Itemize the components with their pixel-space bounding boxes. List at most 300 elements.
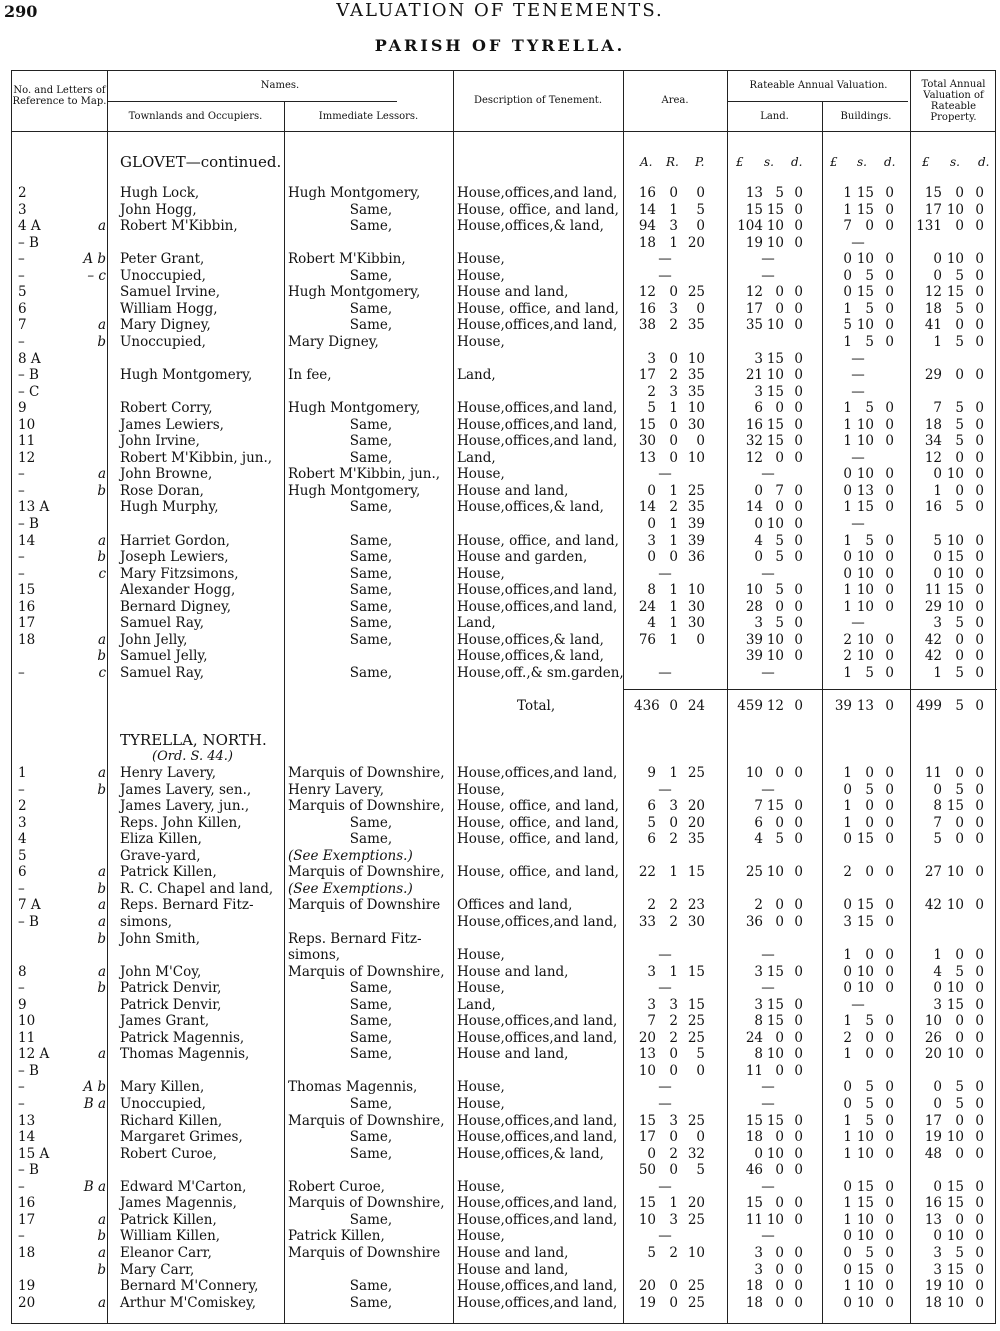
cell-no: 17	[18, 1211, 36, 1228]
cell-sub: b	[97, 549, 106, 566]
cell-bld-0: 1	[843, 947, 852, 964]
cell-occ: Samuel Ray,	[120, 615, 205, 632]
cell-tot-0: 42	[924, 648, 942, 665]
table-row	[12, 815, 997, 831]
cell-sub: b	[97, 880, 106, 897]
cell-area-2: 25	[687, 765, 705, 781]
cell-bld-1: 5	[865, 1079, 874, 1096]
cell-bld-2: 0	[885, 416, 894, 433]
table-row	[12, 997, 997, 1013]
cell-area-0: 0	[647, 549, 656, 566]
cell-no: 3	[18, 814, 27, 831]
cell-desc: House,	[457, 781, 505, 798]
total-bld-shillings: 13	[856, 698, 874, 714]
cell-bld-2: 0	[885, 400, 894, 417]
cell-land-1: 10	[766, 1211, 784, 1228]
cell-land-1: 5	[775, 582, 784, 599]
cell-area-2: 10	[687, 582, 705, 599]
cell-sub: b	[97, 333, 106, 350]
cell-tot-0: 42	[924, 897, 942, 914]
cell-tot-1: 5	[955, 781, 964, 798]
header-occupiers: Townlands and Occupiers.	[128, 111, 263, 122]
cell-bld-0: 0	[843, 897, 852, 914]
cell-desc: House,off.,& sm.garden,	[457, 664, 624, 681]
page-title: VALUATION OF TENEMENTS.	[336, 0, 664, 21]
cell-les: Same,	[349, 582, 393, 599]
cell-land-1: 10	[766, 367, 784, 384]
cell-bld-1: 0	[865, 798, 874, 815]
unit-shillings: s.	[764, 155, 774, 169]
cell-land-0: —	[761, 466, 775, 483]
cell-land-2: 0	[794, 1129, 803, 1146]
cell-land-0: 19	[745, 234, 763, 251]
header-names: Names.	[260, 80, 300, 91]
cell-tot-1: 0	[955, 947, 964, 964]
cell-tot-0: 17	[924, 201, 942, 218]
cell-tot-1: 15	[946, 1178, 964, 1195]
table-row	[12, 400, 997, 416]
cell-tot-1: 5	[955, 1079, 964, 1096]
cell-tot-2: 0	[975, 947, 984, 964]
cell-tot-1: 0	[955, 1029, 964, 1046]
table-row	[12, 648, 997, 664]
cell-land-0: 18	[745, 1129, 763, 1146]
cell-bld-1: 5	[865, 664, 874, 681]
cell-occ: Grave-yard,	[120, 847, 201, 864]
cell-desc: House,	[457, 1096, 505, 1112]
cell-desc: House,	[457, 1079, 505, 1096]
cell-no: – B	[18, 913, 39, 930]
cell-desc: House,offices,& land,	[457, 648, 604, 665]
cell-area-2: 0	[696, 433, 705, 450]
cell-tot-1: 0	[955, 482, 964, 499]
table-row	[12, 1146, 997, 1162]
cell-tot-1: 10	[946, 201, 964, 218]
cell-area-1: 1	[669, 516, 678, 532]
cell-bld-0: 1	[843, 416, 852, 433]
cell-tot-2: 0	[975, 367, 984, 384]
table-row	[12, 1079, 997, 1095]
table-row	[12, 483, 997, 499]
cell-bld-0: 1	[843, 582, 852, 599]
cell-area-0: 0	[647, 1145, 656, 1162]
cell-les: Marquis of Downshire,	[288, 1195, 445, 1212]
cell-tot-0: 27	[924, 864, 942, 881]
cell-land-1: 10	[766, 218, 784, 235]
cell-tot-1: 5	[955, 400, 964, 417]
cell-land-0: 39	[745, 648, 763, 665]
unit-perches: P.	[695, 155, 705, 169]
cell-land-0: 25	[745, 864, 763, 881]
cell-area-0: 9	[647, 765, 656, 781]
unit-shillings: s.	[950, 155, 960, 169]
cell-tot-0: 41	[924, 317, 942, 334]
cell-area-0: 5	[647, 814, 656, 831]
cell-area-1: 1	[669, 615, 678, 632]
cell-bld-1: 10	[856, 1294, 874, 1311]
cell-desc: House,	[457, 251, 505, 268]
cell-area-1: 1	[669, 201, 678, 218]
cell-land-0: 21	[745, 367, 763, 384]
cell-desc: Land,	[457, 996, 496, 1013]
cell-no: 15	[18, 582, 36, 599]
unit-pounds: £	[830, 155, 838, 169]
cell-occ: Samuel Jelly,	[120, 648, 208, 665]
cell-area-0: —	[658, 565, 672, 582]
cell-land-1: 0	[775, 499, 784, 516]
cell-tot-0: 10	[924, 1013, 942, 1030]
cell-land-1: 0	[775, 284, 784, 301]
cell-area-1: 2	[669, 1029, 678, 1046]
cell-land-2: 0	[794, 598, 803, 615]
cell-tot-0: 7	[933, 400, 942, 417]
cell-area-1: 1	[669, 598, 678, 615]
cell-occ: James Lavery, sen.,	[120, 781, 252, 798]
cell-bld-0: 0	[843, 1228, 852, 1245]
cell-area-0: 20	[638, 1029, 656, 1046]
cell-area-0: —	[658, 980, 672, 997]
cell-bld-2: 0	[885, 565, 894, 582]
cell-area-2: 25	[687, 1211, 705, 1228]
table-row	[12, 417, 997, 433]
cell-area-0: 13	[638, 1046, 656, 1063]
cell-tot-0: 3	[933, 996, 942, 1013]
cell-area-1: 1	[669, 864, 678, 881]
cell-area-1: 0	[669, 1062, 678, 1079]
cell-sub: b	[97, 930, 106, 947]
cell-land-0: 3	[754, 963, 763, 980]
cell-area-2: 25	[687, 1294, 705, 1311]
cell-bld-0: 1	[843, 1129, 852, 1146]
cell-area-0: 18	[638, 234, 656, 251]
cell-bld-1: 0	[865, 864, 874, 881]
cell-bld-2: 0	[885, 251, 894, 268]
cell-bld-0: 1	[843, 201, 852, 218]
cell-land-1: 0	[775, 765, 784, 781]
cell-tot-1: 0	[955, 648, 964, 665]
cell-occ: James Lewiers,	[120, 416, 224, 433]
unit-pence: d.	[791, 155, 803, 169]
cell-tot-1: 15	[946, 996, 964, 1013]
cell-bld-2: 0	[885, 499, 894, 516]
unit-shillings: s.	[857, 155, 867, 169]
cell-desc: House,offices,and land,	[457, 1129, 618, 1146]
cell-land-1: 15	[766, 416, 784, 433]
cell-bld-0: 1	[843, 798, 852, 815]
cell-land-0: —	[761, 267, 775, 284]
cell-desc: Land,	[457, 367, 496, 384]
cell-land-0: —	[761, 565, 775, 582]
header-subrule	[107, 101, 397, 102]
cell-tot-2: 0	[975, 1129, 984, 1146]
cell-bld-1: 10	[856, 980, 874, 997]
cell-occ: Unoccupied,	[120, 267, 206, 284]
cell-tot-2: 0	[975, 499, 984, 516]
cell-tot-2: 0	[975, 1278, 984, 1295]
cell-land-2: 0	[794, 416, 803, 433]
table-row	[12, 1295, 997, 1311]
cell-desc: House,offices,& land,	[457, 218, 604, 235]
cell-occ: Robert M'Kibbin, jun.,	[120, 449, 273, 466]
cell-land-2: 0	[794, 1145, 803, 1162]
cell-area-1: 1	[669, 582, 678, 599]
cell-les: Same,	[349, 831, 393, 848]
table-row	[12, 367, 997, 383]
cell-area-2: 15	[687, 963, 705, 980]
cell-tot-2: 0	[975, 996, 984, 1013]
cell-land-2: 0	[794, 814, 803, 831]
cell-tot-1: 5	[955, 300, 964, 317]
cell-area-1: 0	[669, 1294, 678, 1311]
cell-area-1: 0	[669, 1278, 678, 1295]
cell-no: 16	[18, 1195, 36, 1212]
table-row	[12, 351, 997, 367]
cell-sub: a	[97, 765, 106, 781]
cell-land-0: 104	[737, 218, 763, 235]
cell-area-0: 5	[647, 1244, 656, 1261]
table-row	[12, 1096, 997, 1112]
total-rule	[623, 689, 997, 690]
cell-land-0: 14	[745, 499, 763, 516]
cell-les: Marquis of Downshire	[288, 1244, 441, 1261]
cell-area-0: 16	[638, 185, 656, 201]
cell-area-0: 76	[638, 631, 656, 648]
table-row	[12, 848, 997, 864]
cell-occ: Robert Curoe,	[120, 1145, 217, 1162]
cell-bld-2: 0	[885, 317, 894, 334]
cell-no: 2	[18, 798, 27, 815]
cell-land-0: 8	[754, 1046, 763, 1063]
cell-desc: House,offices,and land,	[457, 1112, 618, 1129]
cell-area-2: 15	[687, 996, 705, 1013]
header-ref: No. and Letters of Reference to Map.	[12, 85, 107, 107]
cell-tot-1: 5	[955, 267, 964, 284]
cell-tot-0: 4	[933, 963, 942, 980]
cell-area-2: 30	[687, 615, 705, 632]
header-rateable: Rateable Annual Valuation.	[749, 80, 888, 91]
cell-land-2: 0	[794, 1029, 803, 1046]
cell-land-1: 15	[766, 1013, 784, 1030]
cell-desc: House,offices,and land,	[457, 1013, 618, 1030]
cell-land-2: 0	[794, 400, 803, 417]
cell-bld-2: 0	[885, 1029, 894, 1046]
cell-land-0: 7	[754, 798, 763, 815]
cell-les: In fee,	[288, 367, 332, 384]
cell-area-0: 10	[638, 1062, 656, 1079]
cell-tot-1: 5	[955, 433, 964, 450]
cell-bld-2: 0	[885, 864, 894, 881]
cell-bld-1: 10	[856, 466, 874, 483]
cell-land-0: 16	[745, 416, 763, 433]
cell-land-0: —	[761, 1096, 775, 1112]
cell-no: –	[18, 267, 25, 284]
cell-desc: House, office, and land,	[457, 201, 619, 218]
cell-no: 11	[18, 1029, 36, 1046]
cell-les: Same,	[349, 598, 393, 615]
cell-tot-0: 3	[933, 1244, 942, 1261]
cell-no: 4	[18, 831, 27, 848]
cell-desc: House,offices,and land,	[457, 185, 618, 201]
cell-land-1: 10	[766, 1145, 784, 1162]
cell-area-2: 35	[687, 831, 705, 848]
cell-occ: John Irvine,	[120, 433, 200, 450]
cell-tot-1: 15	[946, 1195, 964, 1212]
cell-area-1: 0	[669, 416, 678, 433]
cell-tot-0: 5	[933, 831, 942, 848]
cell-area-2: 0	[696, 1062, 705, 1079]
cell-bld-2: 0	[885, 798, 894, 815]
cell-area-1: 0	[669, 449, 678, 466]
table-row	[12, 665, 997, 681]
cell-area-1: 0	[669, 433, 678, 450]
cell-tot-2: 0	[975, 1244, 984, 1261]
cell-bld-2: 0	[885, 267, 894, 284]
cell-land-0: 0	[754, 549, 763, 566]
cell-bld-1: 0	[865, 765, 874, 781]
cell-desc: House,	[457, 1228, 505, 1245]
cell-no: –	[18, 333, 25, 350]
cell-bld-1: 5	[865, 1244, 874, 1261]
cell-tot-0: 1	[933, 333, 942, 350]
cell-sub: a	[97, 532, 106, 549]
cell-bld-0: —	[851, 350, 865, 367]
cell-tot-1: 10	[946, 251, 964, 268]
cell-les: Same,	[349, 1029, 393, 1046]
cell-les: Reps. Bernard Fitz-	[288, 930, 422, 947]
cell-occ: R. C. Chapel and land,	[120, 880, 274, 897]
cell-bld-1: 5	[865, 1096, 874, 1112]
cell-land-2: 0	[794, 1244, 803, 1261]
cell-area-1: 3	[669, 1211, 678, 1228]
cell-tot-2: 0	[975, 284, 984, 301]
cell-desc: House,offices,and land,	[457, 1029, 618, 1046]
cell-land-2: 0	[794, 1195, 803, 1212]
cell-bld-0: 7	[843, 218, 852, 235]
cell-tot-0: 5	[933, 532, 942, 549]
cell-les: Robert M'Kibbin, jun.,	[288, 466, 441, 483]
cell-tot-1: 0	[955, 1145, 964, 1162]
cell-occ: Henry Lavery,	[120, 765, 217, 781]
cell-les: Marquis of Downshire,	[288, 1112, 445, 1129]
cell-desc: House and land,	[457, 482, 569, 499]
cell-land-2: 0	[794, 897, 803, 914]
cell-bld-0: 0	[843, 963, 852, 980]
cell-sub: A b	[83, 1079, 106, 1096]
cell-no: 1	[18, 765, 27, 781]
cell-sub: b	[97, 648, 106, 665]
cell-bld-2: 0	[885, 549, 894, 566]
cell-bld-2: 0	[885, 947, 894, 964]
cell-tot-2: 0	[975, 317, 984, 334]
cell-area-2: 10	[687, 1244, 705, 1261]
table-row	[12, 549, 997, 565]
cell-tot-2: 0	[975, 267, 984, 284]
cell-occ: Thomas Magennis,	[120, 1046, 250, 1063]
cell-area-1: 3	[669, 383, 678, 400]
page-number: 290	[4, 2, 38, 21]
cell-bld-0: 0	[843, 1244, 852, 1261]
cell-tot-0: 19	[924, 1129, 942, 1146]
cell-tot-1: 15	[946, 284, 964, 301]
cell-sub: a	[97, 1294, 106, 1311]
cell-land-2: 0	[794, 449, 803, 466]
cell-occ: Patrick Denvir,	[120, 980, 222, 997]
cell-bld-0: 0	[843, 267, 852, 284]
cell-bld-1: 13	[856, 482, 874, 499]
cell-bld-1: 15	[856, 185, 874, 201]
cell-bld-1: 0	[865, 218, 874, 235]
cell-occ: Eliza Killen,	[120, 831, 202, 848]
cell-tot-1: 10	[946, 1129, 964, 1146]
table-row	[12, 798, 997, 814]
cell-land-0: 0	[754, 516, 763, 532]
cell-bld-2: 0	[885, 1129, 894, 1146]
cell-land-0: 13	[745, 185, 763, 201]
cell-tot-2: 0	[975, 831, 984, 848]
cell-bld-0: 0	[843, 549, 852, 566]
cell-les: Hugh Montgomery,	[288, 284, 421, 301]
cell-bld-1: 0	[865, 814, 874, 831]
cell-bld-0: 1	[843, 400, 852, 417]
cell-land-0: 3	[754, 615, 763, 632]
cell-area-0: —	[658, 781, 672, 798]
cell-occ: Mary Digney,	[120, 317, 211, 334]
cell-area-0: 14	[638, 201, 656, 218]
cell-tot-2: 0	[975, 598, 984, 615]
cell-land-1: 0	[775, 300, 784, 317]
cell-area-2: 30	[687, 416, 705, 433]
table-row	[12, 334, 997, 350]
cell-no: 14	[18, 532, 36, 549]
cell-land-2: 0	[794, 1211, 803, 1228]
cell-land-0: 10	[745, 765, 763, 781]
cell-bld-2: 0	[885, 582, 894, 599]
cell-land-1: 0	[775, 814, 784, 831]
cell-area-0: 15	[638, 416, 656, 433]
cell-land-1: 0	[775, 1195, 784, 1212]
cell-occ: Hugh Murphy,	[120, 499, 219, 516]
cell-bld-2: 0	[885, 1228, 894, 1245]
cell-bld-2: 0	[885, 913, 894, 930]
cell-bld-2: 0	[885, 1079, 894, 1096]
cell-area-0: 94	[638, 218, 656, 235]
cell-desc: House,	[457, 947, 505, 964]
cell-area-0: 14	[638, 499, 656, 516]
table-row	[12, 499, 997, 515]
cell-land-1: 10	[766, 317, 784, 334]
cell-bld-0: 0	[843, 831, 852, 848]
cell-area-2: 0	[696, 631, 705, 648]
cell-no: 5	[18, 284, 27, 301]
cell-area-0: 12	[638, 284, 656, 301]
cell-land-2: 0	[794, 284, 803, 301]
total-perches: 24	[687, 698, 705, 714]
cell-area-0: 0	[647, 516, 656, 532]
cell-no: 8	[18, 963, 27, 980]
cell-land-0: —	[761, 664, 775, 681]
cell-les: Same,	[349, 631, 393, 648]
cell-land-1: 10	[766, 631, 784, 648]
cell-bld-0: 1	[843, 664, 852, 681]
cell-tot-0: 0	[933, 1079, 942, 1096]
cell-land-2: 0	[794, 963, 803, 980]
cell-bld-0: 1	[843, 1013, 852, 1030]
cell-tot-0: 1	[933, 664, 942, 681]
cell-no: 14	[18, 1129, 36, 1146]
cell-area-0: 3	[647, 963, 656, 980]
cell-land-0: 12	[745, 449, 763, 466]
cell-tot-0: 17	[924, 1112, 942, 1129]
